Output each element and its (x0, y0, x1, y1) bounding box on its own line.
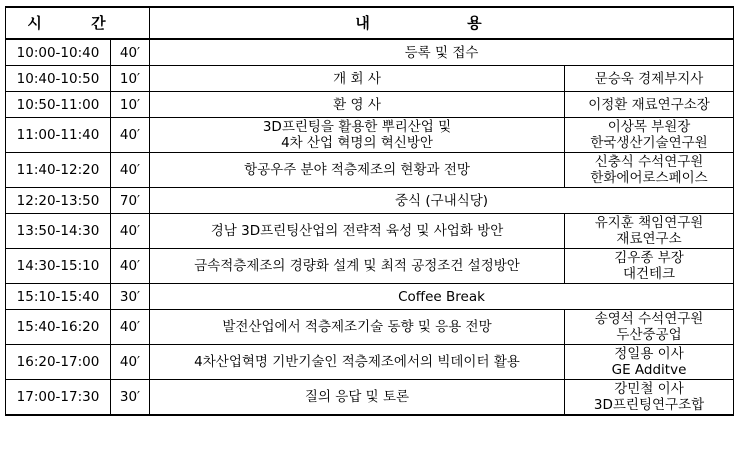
duration-cell: 40′ (111, 118, 150, 153)
speaker-cell (565, 118, 734, 153)
content-cell (150, 153, 565, 188)
duration-cell: 30′ (111, 284, 150, 310)
speaker-line: 신충식 수석연구원 (594, 154, 704, 170)
table-row (6, 188, 734, 214)
speaker-line: 3D프린팅연구조합 (593, 397, 705, 413)
table-row (6, 214, 734, 249)
duration-cell: 40′ (111, 153, 150, 188)
speaker-cell (565, 345, 734, 380)
session-title-line: 경남 3D프린팅산업의 전략적 육성 및 사업화 방안 (210, 223, 504, 239)
time-cell: 17:00-17:30 (6, 380, 111, 416)
duration-cell: 10′ (111, 92, 150, 118)
content-cell (150, 380, 565, 416)
speaker-line: 한화에어로스페이스 (590, 170, 708, 186)
time-cell: 10:00-10:40 (6, 39, 111, 66)
table-row (6, 39, 734, 66)
content-cell (150, 188, 734, 214)
session-title-line: 금속적층제조의 경량화 설계 및 최적 공정조건 설정방안 (194, 258, 520, 274)
speaker-cell (565, 380, 734, 416)
time-cell: 15:40-16:20 (6, 310, 111, 345)
schedule-table (5, 6, 734, 416)
content-cell (150, 345, 565, 380)
table-row (6, 380, 734, 416)
time-cell: 10:40-10:50 (6, 66, 111, 92)
duration-cell: 70′ (111, 188, 150, 214)
duration-cell: 40′ (111, 39, 150, 66)
session-title-line: 질의 응답 및 토론 (304, 389, 410, 405)
table-row (6, 310, 734, 345)
speaker-line: 송영석 수석연구원 (594, 311, 704, 327)
content-cell (150, 92, 565, 118)
session-title-line: Coffee Break (398, 288, 485, 305)
duration-cell: 40′ (111, 345, 150, 380)
table-row (6, 153, 734, 188)
session-title-line: 3D프린팅을 활용한 뿌리산업 및 (262, 119, 452, 135)
speaker-line: 한국생산기술연구원 (590, 135, 708, 151)
session-title-line: 발전산업에서 적층제조기술 동향 및 응용 전망 (222, 319, 492, 335)
time-cell: 10:50-11:00 (6, 92, 111, 118)
speaker-cell (565, 153, 734, 188)
speaker-cell (565, 310, 734, 345)
session-title-line: 항공우주 분야 적층제조의 현황과 전망 (244, 162, 470, 178)
duration-cell: 10′ (111, 66, 150, 92)
table-row (6, 118, 734, 153)
session-title-line: 4차 산업 혁명의 혁신방안 (281, 135, 433, 151)
speaker-line: 두산중공업 (616, 327, 682, 343)
table-row (6, 249, 734, 284)
table-row (6, 92, 734, 118)
table-row (6, 66, 734, 92)
content-cell (150, 39, 734, 66)
speaker-line: 정일용 이사 (614, 346, 684, 362)
speaker-line: 이정환 재료연구소장 (588, 96, 710, 113)
time-cell: 14:30-15:10 (6, 249, 111, 284)
table-row (6, 345, 734, 380)
content-cell (150, 249, 565, 284)
speaker-line: 강민철 이사 (614, 381, 684, 397)
speaker-cell (565, 66, 734, 92)
content-cell (150, 214, 565, 249)
speaker-line: 재료연구소 (616, 231, 682, 247)
speaker-line: 문승욱 경제부지사 (594, 70, 704, 87)
session-title-line: 4차산업혁명 기반기술인 적층제조에서의 빅데이터 활용 (194, 354, 520, 370)
header-row (6, 7, 734, 39)
time-cell: 15:10-15:40 (6, 284, 111, 310)
time-cell: 12:20-13:50 (6, 188, 111, 214)
time-cell: 11:00-11:40 (6, 118, 111, 153)
speaker-line: 이상목 부원장 (607, 119, 691, 135)
speaker-cell (565, 249, 734, 284)
session-title-line: 등록 및 접수 (404, 44, 479, 61)
time-cell: 16:20-17:00 (6, 345, 111, 380)
duration-cell: 40′ (111, 249, 150, 284)
session-title-line: 중식 (구내식당) (394, 192, 489, 209)
speaker-line: 대건테크 (622, 266, 676, 282)
time-cell: 13:50-14:30 (6, 214, 111, 249)
speaker-cell (565, 214, 734, 249)
content-cell (150, 284, 734, 310)
speaker-cell (565, 92, 734, 118)
speaker-line: GE Additve (611, 362, 687, 378)
content-cell (150, 66, 565, 92)
content-cell (150, 118, 565, 153)
speaker-line: 김우종 부장 (614, 250, 684, 266)
header-time: 시 간 (6, 7, 150, 39)
header-content: 내 용 (150, 7, 734, 39)
session-title-line: 개 회 사 (333, 70, 381, 87)
duration-cell: 40′ (111, 214, 150, 249)
table-row (6, 284, 734, 310)
speaker-line: 유지훈 책임연구원 (594, 215, 704, 231)
time-cell: 11:40-12:20 (6, 153, 111, 188)
session-title-line: 환 영 사 (333, 96, 381, 113)
content-cell (150, 310, 565, 345)
duration-cell: 30′ (111, 380, 150, 416)
schedule-body (6, 39, 734, 415)
duration-cell: 40′ (111, 310, 150, 345)
